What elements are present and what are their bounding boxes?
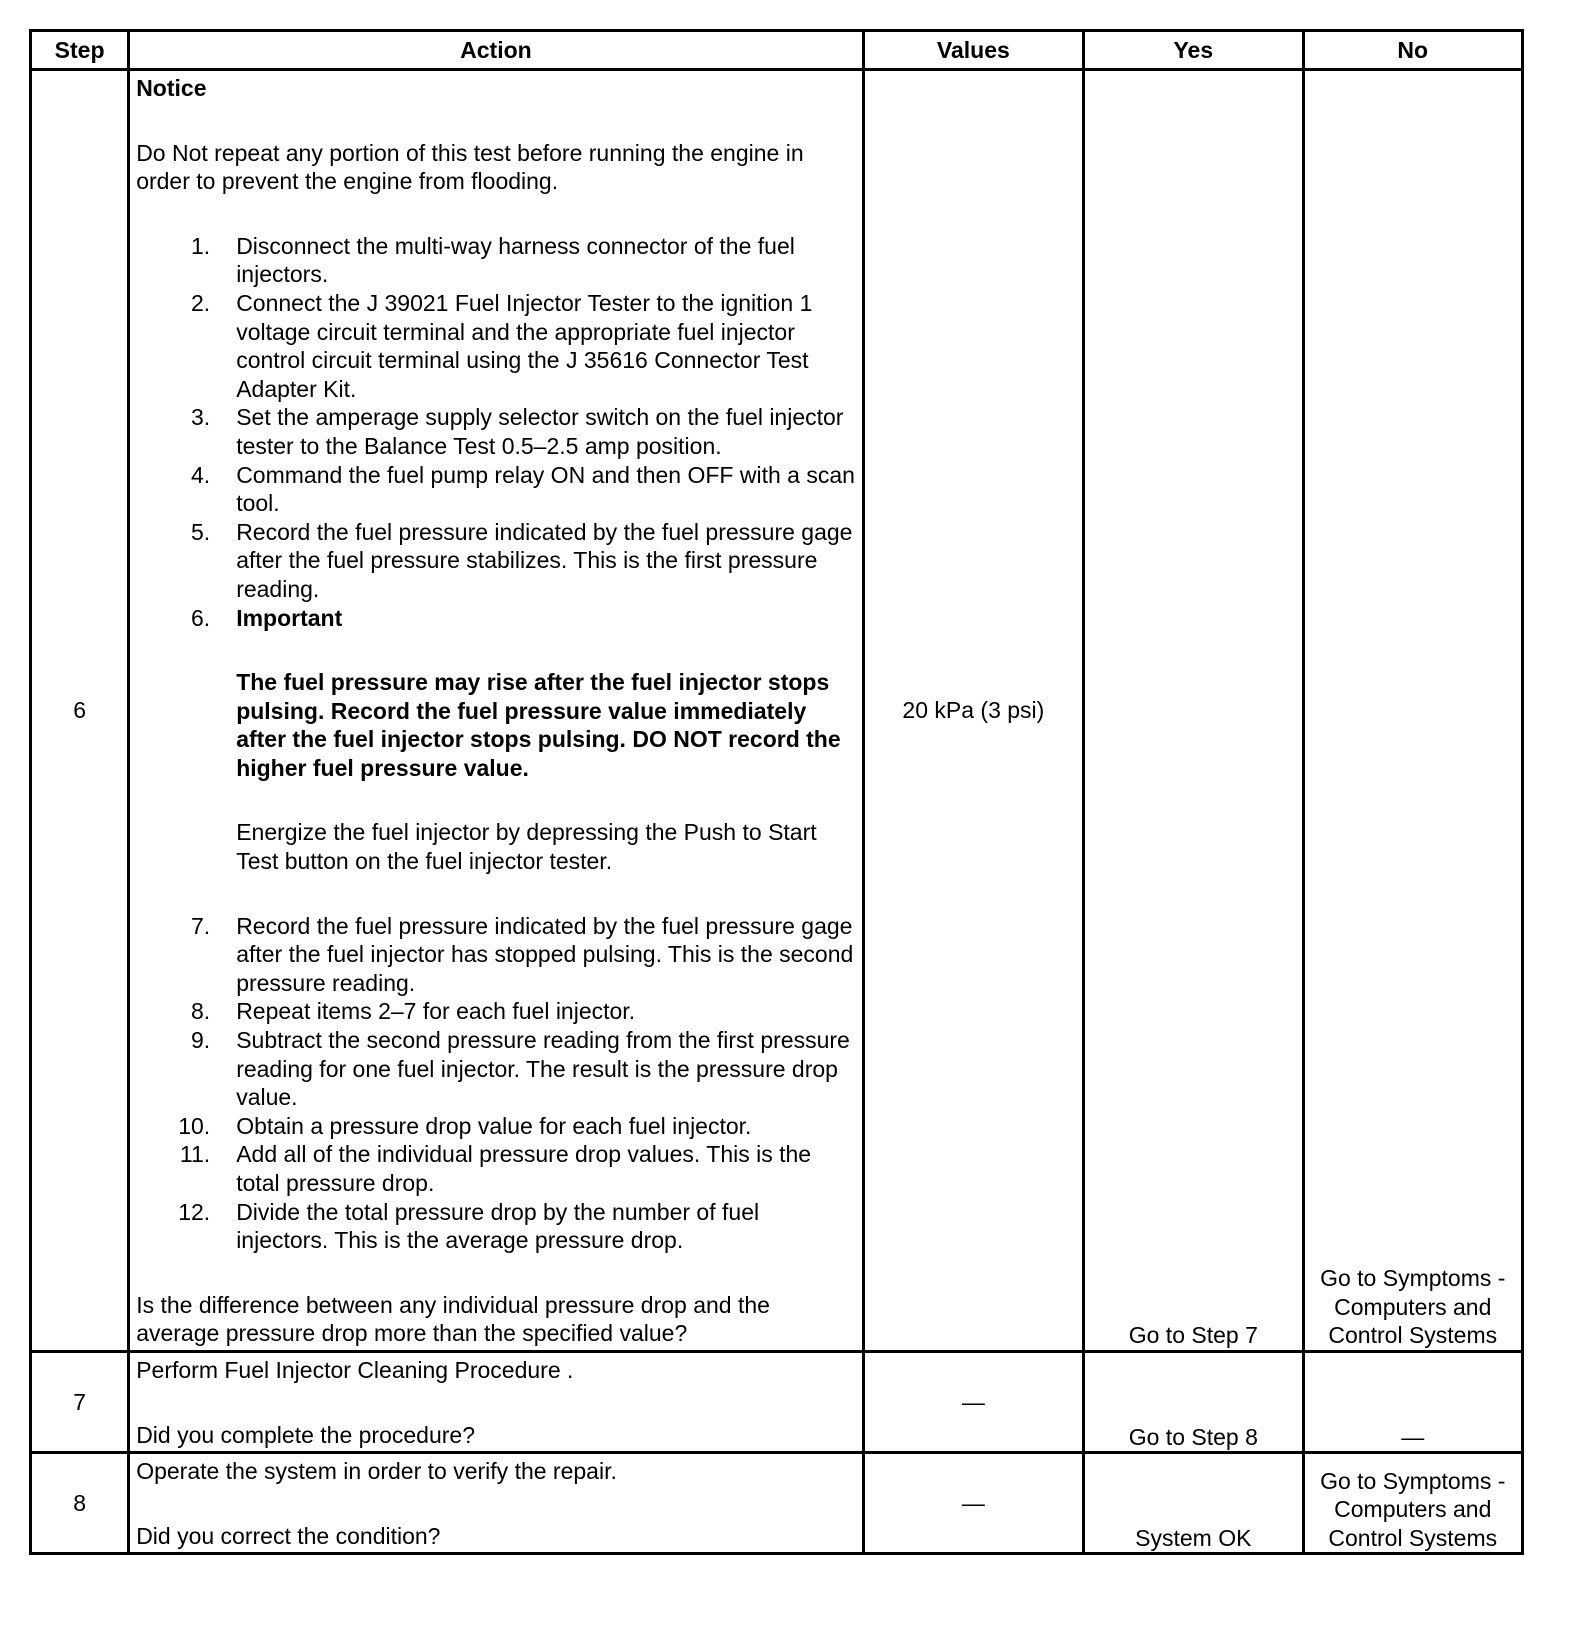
notice-text: Do Not repeat any portion of this test before running the engine in order to prevent the engine from flooding.	[136, 139, 804, 195]
table-row-step-6	[31, 70, 1523, 1352]
values-cell: —	[863, 1351, 1083, 1452]
list-item: 12. Divide the total pressure drop by the number of fuel injectors. This is the average pressure drop.	[178, 1198, 760, 1254]
yes-cell: Go to Step 7	[1084, 70, 1303, 1352]
no-cell: —	[1303, 1351, 1522, 1452]
step-number: 8	[31, 1453, 129, 1554]
header-yes: Yes	[1084, 31, 1303, 70]
list-item: 6. Important The fuel pressure may rise after the fuel injector stops pulsing. Record the fuel pressure value immediately after the fuel injector stops pulsing. DO NOT record the higher fuel pressure value. Energize the fuel injector by depressing the Push to Start Test button on the fuel injector tester.	[136, 604, 855, 912]
list-item: 9. Subtract the second pressure reading from the first pressure reading for one fuel injector. The result is the pressure drop value.	[191, 1027, 850, 1111]
action-text: Operate the system in order to verify the repair.	[136, 1458, 617, 1485]
no-cell: Go to Symptoms - Computers and Control Systems	[1303, 70, 1522, 1352]
question-text: Did you complete the procedure?	[136, 1421, 475, 1448]
action-cell	[129, 1351, 863, 1452]
no-cell: Go to Symptoms - Computers and Control Systems	[1303, 1453, 1522, 1554]
important-label: Important	[236, 604, 343, 631]
header-no: No	[1303, 31, 1522, 70]
list-item: 11. Add all of the individual pressure drop values. This is the total pressure drop.	[179, 1141, 812, 1196]
yes-cell: System OK	[1084, 1453, 1303, 1554]
important-text: The fuel pressure may rise after the fuel injector stops pulsing. Record the fuel pressure value immediately after the fuel injector stops pulsing. DO NOT record the higher fuel pressure value.	[236, 669, 841, 781]
procedure-list	[136, 232, 855, 1255]
question-text: Did you correct the condition?	[136, 1522, 441, 1549]
list-item: 1. Disconnect the multi-way harness connector of the fuel injectors.	[191, 232, 795, 288]
step-number: 6	[31, 70, 129, 1352]
list-item: 7. Record the fuel pressure indicated by the fuel pressure gage after the fuel injector has stopped pulsing. This is the second pressure reading.	[191, 912, 854, 996]
step-number: 7	[31, 1351, 129, 1452]
list-item: 4. Command the fuel pump relay ON and then OFF with a scan tool.	[191, 461, 855, 517]
action-text: Perform Fuel Injector Cleaning Procedure .	[136, 1356, 574, 1383]
header-row	[31, 31, 1523, 70]
header-action: Action	[129, 31, 863, 70]
header-step: Step	[31, 31, 129, 70]
list-item: 5. Record the fuel pressure indicated by the fuel pressure gage after the fuel pressure stabilizes. This is the first pressure reading.	[191, 518, 853, 602]
diagnostic-table	[29, 29, 1524, 1555]
table-row-step-8	[31, 1453, 1523, 1554]
header-values: Values	[863, 31, 1083, 70]
table-row-step-7	[31, 1351, 1523, 1452]
values-cell: —	[863, 1453, 1083, 1554]
values-cell: 20 kPa (3 psi)	[863, 70, 1083, 1352]
list-item: 10. Obtain a pressure drop value for each fuel injector.	[178, 1112, 752, 1139]
action-cell	[129, 1453, 863, 1554]
list-item: 2. Connect the J 39021 Fuel Injector Tester to the ignition 1 voltage circuit terminal and the appropriate fuel injector control circuit terminal using the J 35616 Connector Test Adapter Kit.	[191, 289, 813, 402]
list-item: 8. Repeat items 2–7 for each fuel injector.	[191, 998, 636, 1025]
question-text: Is the difference between any individual pressure drop and the average pressure drop more than the specified value?	[136, 1291, 770, 1347]
energize-text: Energize the fuel injector by depressing the Push to Start Test button on the fuel injector tester.	[236, 819, 817, 875]
yes-cell: Go to Step 8	[1084, 1351, 1303, 1452]
list-item: 3. Set the amperage supply selector switch on the fuel injector tester to the Balance Test 0.5–2.5 amp position.	[191, 404, 844, 459]
action-cell	[129, 70, 863, 1352]
notice-label: Notice	[136, 75, 207, 101]
